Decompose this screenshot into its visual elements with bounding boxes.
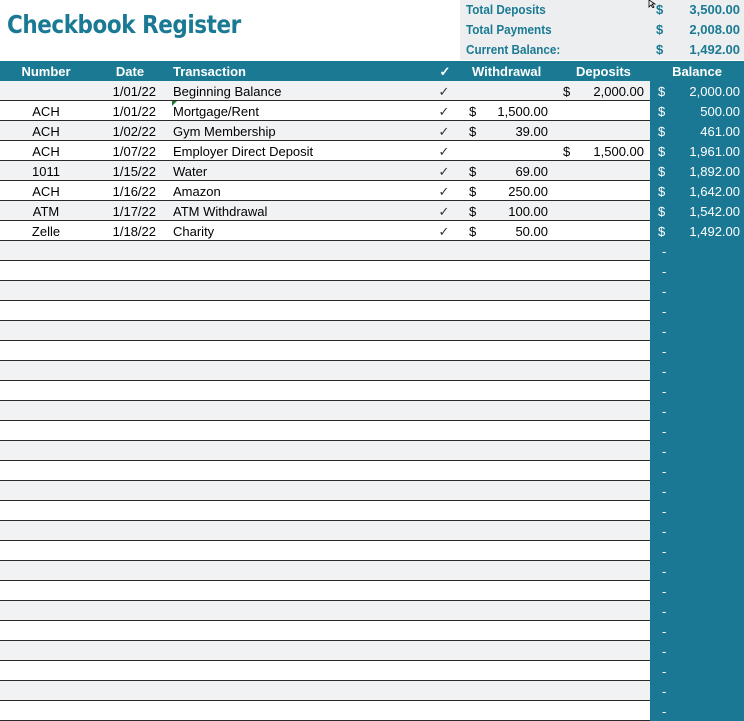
empty-row[interactable] bbox=[0, 481, 744, 501]
cell-balance-empty: - bbox=[662, 704, 667, 719]
cell-balance-empty: - bbox=[662, 364, 667, 379]
cell-withdrawal-currency: $ bbox=[469, 184, 477, 199]
cell-date[interactable]: 1/01/22 bbox=[112, 104, 156, 119]
cell-check[interactable]: ✓ bbox=[438, 204, 450, 219]
cell-balance-empty: - bbox=[662, 644, 667, 659]
cell-balance-empty: - bbox=[662, 624, 667, 639]
cell-deposit[interactable]: 1,500.00 bbox=[593, 144, 644, 159]
cell-balance[interactable] bbox=[650, 81, 744, 101]
cell-withdrawal[interactable]: 1,500.00 bbox=[497, 104, 548, 119]
empty-row[interactable] bbox=[0, 621, 744, 641]
cell-balance[interactable] bbox=[650, 401, 744, 421]
cell-transaction[interactable]: Mortgage/Rent bbox=[173, 104, 259, 119]
cell-balance[interactable] bbox=[650, 501, 744, 521]
empty-row[interactable] bbox=[0, 501, 744, 521]
header-deposits[interactable]: Deposits bbox=[576, 64, 631, 79]
cell-balance[interactable] bbox=[650, 481, 744, 501]
cell-date[interactable]: 1/18/22 bbox=[112, 224, 156, 239]
cell-deposit-currency: $ bbox=[563, 144, 571, 159]
cell-balance-value: 1,542.00 bbox=[689, 204, 740, 219]
summary-value: 3,500.00 bbox=[689, 2, 740, 17]
summary-currency: $ bbox=[656, 2, 664, 17]
cell-date[interactable]: 1/07/22 bbox=[112, 144, 156, 159]
cell-transaction[interactable]: ATM Withdrawal bbox=[173, 204, 268, 219]
cell-date[interactable]: 1/02/22 bbox=[112, 124, 156, 139]
cell-balance-empty: - bbox=[662, 304, 667, 319]
empty-row[interactable] bbox=[0, 701, 744, 721]
cell-balance-empty: - bbox=[662, 344, 667, 359]
cell-number[interactable]: 1011 bbox=[32, 164, 60, 179]
cell-balance-empty: - bbox=[662, 404, 667, 419]
summary-currency: $ bbox=[656, 22, 664, 37]
cell-balance-empty: - bbox=[662, 604, 667, 619]
cell-balance[interactable] bbox=[650, 541, 744, 561]
cell-balance[interactable] bbox=[650, 321, 744, 341]
empty-row[interactable] bbox=[0, 661, 744, 681]
cell-balance-empty: - bbox=[662, 524, 667, 539]
table-row[interactable] bbox=[0, 161, 744, 181]
cell-balance-empty: - bbox=[662, 324, 667, 339]
table-row[interactable] bbox=[0, 201, 744, 221]
cell-balance-value: 1,642.00 bbox=[689, 184, 740, 199]
summary-value: 2,008.00 bbox=[689, 22, 740, 37]
cell-balance-currency: $ bbox=[658, 144, 666, 159]
cell-number[interactable]: Zelle bbox=[31, 224, 61, 239]
page-title: Checkbook Register bbox=[7, 10, 241, 39]
cell-balance-value: 2,000.00 bbox=[689, 84, 740, 99]
table-row[interactable] bbox=[0, 81, 744, 101]
empty-row[interactable] bbox=[0, 641, 744, 661]
cell-balance-empty: - bbox=[662, 564, 667, 579]
cell-balance[interactable] bbox=[650, 241, 744, 261]
cell-balance[interactable] bbox=[650, 621, 744, 641]
cell-balance[interactable] bbox=[650, 301, 744, 321]
cell-balance[interactable] bbox=[650, 381, 744, 401]
cell-withdrawal-currency: $ bbox=[469, 104, 477, 119]
cell-withdrawal-currency: $ bbox=[469, 164, 477, 179]
cell-balance-empty: - bbox=[662, 284, 667, 299]
cell-check[interactable]: ✓ bbox=[438, 184, 450, 199]
cell-balance-empty: - bbox=[662, 444, 667, 459]
cell-number[interactable]: ACH bbox=[32, 104, 60, 119]
header-number[interactable]: Number bbox=[21, 64, 71, 79]
cell-withdrawal[interactable]: 39.00 bbox=[515, 124, 548, 139]
cell-balance-value: 1,892.00 bbox=[689, 164, 740, 179]
table-row[interactable] bbox=[0, 121, 744, 141]
cell-balance-empty: - bbox=[662, 464, 667, 479]
cell-balance[interactable] bbox=[650, 201, 744, 221]
cell-balance-currency: $ bbox=[658, 184, 666, 199]
cell-balance-currency: $ bbox=[658, 224, 666, 239]
cell-balance-value: 461.00 bbox=[700, 124, 740, 139]
cell-balance-currency: $ bbox=[658, 104, 666, 119]
cell-check[interactable]: ✓ bbox=[438, 144, 450, 159]
cell-transaction[interactable]: Beginning Balance bbox=[173, 84, 282, 99]
empty-row[interactable] bbox=[0, 561, 744, 581]
summary-label: Total Deposits bbox=[466, 2, 546, 17]
cell-balance[interactable] bbox=[650, 601, 744, 621]
cell-balance-empty: - bbox=[662, 384, 667, 399]
summary-total-deposits[interactable] bbox=[460, 0, 744, 20]
summary-value: 1,492.00 bbox=[689, 42, 740, 57]
cell-date[interactable]: 1/16/22 bbox=[112, 184, 156, 199]
register-grid bbox=[0, 81, 744, 721]
cell-transaction[interactable]: Water bbox=[173, 164, 208, 179]
column-header-row bbox=[0, 61, 744, 81]
empty-row[interactable] bbox=[0, 421, 744, 441]
cell-balance-currency: $ bbox=[658, 164, 666, 179]
cell-check[interactable]: ✓ bbox=[438, 104, 450, 119]
mouse-cursor-icon bbox=[648, 0, 660, 8]
cell-balance-empty: - bbox=[662, 484, 667, 499]
empty-row[interactable] bbox=[0, 341, 744, 361]
header-withdrawal[interactable]: Withdrawal bbox=[472, 64, 542, 79]
empty-row[interactable] bbox=[0, 381, 744, 401]
cell-withdrawal[interactable]: 100.00 bbox=[508, 204, 548, 219]
cell-withdrawal-currency: $ bbox=[469, 124, 477, 139]
table-row[interactable] bbox=[0, 181, 744, 201]
cell-date[interactable]: 1/15/22 bbox=[112, 164, 156, 179]
cell-number[interactable]: ACH bbox=[32, 184, 60, 199]
header-transaction[interactable]: Transaction bbox=[173, 64, 246, 79]
cell-balance-empty: - bbox=[662, 244, 667, 259]
cell-transaction[interactable]: Employer Direct Deposit bbox=[173, 144, 314, 159]
empty-row[interactable] bbox=[0, 461, 744, 481]
cell-transaction[interactable]: Gym Membership bbox=[173, 124, 276, 139]
summary-panel bbox=[460, 0, 744, 60]
empty-row[interactable] bbox=[0, 261, 744, 281]
cell-balance[interactable] bbox=[650, 261, 744, 281]
empty-row[interactable] bbox=[0, 581, 744, 601]
cell-number[interactable]: ACH bbox=[32, 144, 60, 159]
cell-balance-empty: - bbox=[662, 264, 667, 279]
cell-transaction[interactable]: Amazon bbox=[173, 184, 221, 199]
cell-balance-empty: - bbox=[662, 504, 667, 519]
empty-row[interactable] bbox=[0, 321, 744, 341]
cell-balance[interactable] bbox=[650, 421, 744, 441]
cell-deposit-currency: $ bbox=[563, 84, 571, 99]
table-row[interactable] bbox=[0, 141, 744, 161]
cell-balance[interactable] bbox=[650, 701, 744, 721]
empty-row[interactable] bbox=[0, 681, 744, 701]
cell-balance[interactable] bbox=[650, 441, 744, 461]
summary-label: Total Payments bbox=[466, 22, 552, 37]
cell-balance-empty: - bbox=[662, 584, 667, 599]
cell-balance[interactable] bbox=[650, 581, 744, 601]
summary-label: Current Balance: bbox=[466, 42, 561, 57]
cell-balance[interactable] bbox=[650, 461, 744, 481]
cell-withdrawal[interactable]: 69.00 bbox=[515, 164, 548, 179]
cell-check[interactable]: ✓ bbox=[438, 124, 450, 139]
cell-balance[interactable] bbox=[650, 161, 744, 181]
cell-withdrawal-currency: $ bbox=[469, 224, 477, 239]
cell-number[interactable]: ATM bbox=[32, 204, 60, 219]
cell-balance[interactable] bbox=[650, 221, 744, 241]
cell-balance[interactable] bbox=[650, 641, 744, 661]
header-date[interactable]: Date bbox=[115, 64, 145, 79]
empty-row[interactable] bbox=[0, 401, 744, 421]
cell-balance-empty: - bbox=[662, 664, 667, 679]
cell-withdrawal[interactable]: 250.00 bbox=[508, 184, 548, 199]
cell-balance-value: 500.00 bbox=[700, 104, 740, 119]
cell-balance[interactable] bbox=[650, 141, 744, 161]
cell-balance-value: 1,492.00 bbox=[689, 224, 740, 239]
cell-deposit[interactable]: 2,000.00 bbox=[593, 84, 644, 99]
cell-transaction[interactable]: Charity bbox=[173, 224, 215, 239]
cell-balance-currency: $ bbox=[658, 204, 666, 219]
cell-check[interactable]: ✓ bbox=[438, 224, 450, 239]
table-row[interactable] bbox=[0, 221, 744, 241]
empty-row[interactable] bbox=[0, 281, 744, 301]
cell-balance[interactable] bbox=[650, 121, 744, 141]
cell-number[interactable]: ACH bbox=[32, 124, 60, 139]
cell-check[interactable]: ✓ bbox=[438, 84, 450, 99]
summary-total-payments[interactable] bbox=[460, 20, 744, 40]
cell-balance[interactable] bbox=[650, 281, 744, 301]
cell-balance[interactable] bbox=[650, 101, 744, 121]
cell-balance[interactable] bbox=[650, 661, 744, 681]
cell-balance-empty: - bbox=[662, 544, 667, 559]
header-balance[interactable]: Balance bbox=[672, 64, 722, 79]
cell-balance[interactable] bbox=[650, 361, 744, 381]
empty-row[interactable] bbox=[0, 601, 744, 621]
empty-row[interactable] bbox=[0, 441, 744, 461]
cell-balance-empty: - bbox=[662, 684, 667, 699]
cell-balance-currency: $ bbox=[658, 84, 666, 99]
empty-row[interactable] bbox=[0, 361, 744, 381]
summary-current-balance[interactable] bbox=[460, 40, 744, 60]
empty-row[interactable] bbox=[0, 521, 744, 541]
cell-balance-value: 1,961.00 bbox=[689, 144, 740, 159]
cell-balance[interactable] bbox=[650, 561, 744, 581]
empty-row[interactable] bbox=[0, 541, 744, 561]
cell-date[interactable]: 1/17/22 bbox=[112, 204, 156, 219]
cell-balance[interactable] bbox=[650, 341, 744, 361]
cell-balance[interactable] bbox=[650, 681, 744, 701]
table-row[interactable] bbox=[0, 101, 744, 121]
cell-check[interactable]: ✓ bbox=[438, 164, 450, 179]
cell-withdrawal-currency: $ bbox=[469, 204, 477, 219]
cell-balance-empty: - bbox=[662, 424, 667, 439]
summary-currency: $ bbox=[656, 42, 664, 57]
cell-withdrawal[interactable]: 50.00 bbox=[515, 224, 548, 239]
empty-row[interactable] bbox=[0, 241, 744, 261]
cell-balance-currency: $ bbox=[658, 124, 666, 139]
cell-date[interactable]: 1/01/22 bbox=[112, 84, 156, 99]
empty-row[interactable] bbox=[0, 301, 744, 321]
cell-balance[interactable] bbox=[650, 521, 744, 541]
header-check[interactable]: ✓ bbox=[439, 64, 451, 79]
cell-balance[interactable] bbox=[650, 181, 744, 201]
